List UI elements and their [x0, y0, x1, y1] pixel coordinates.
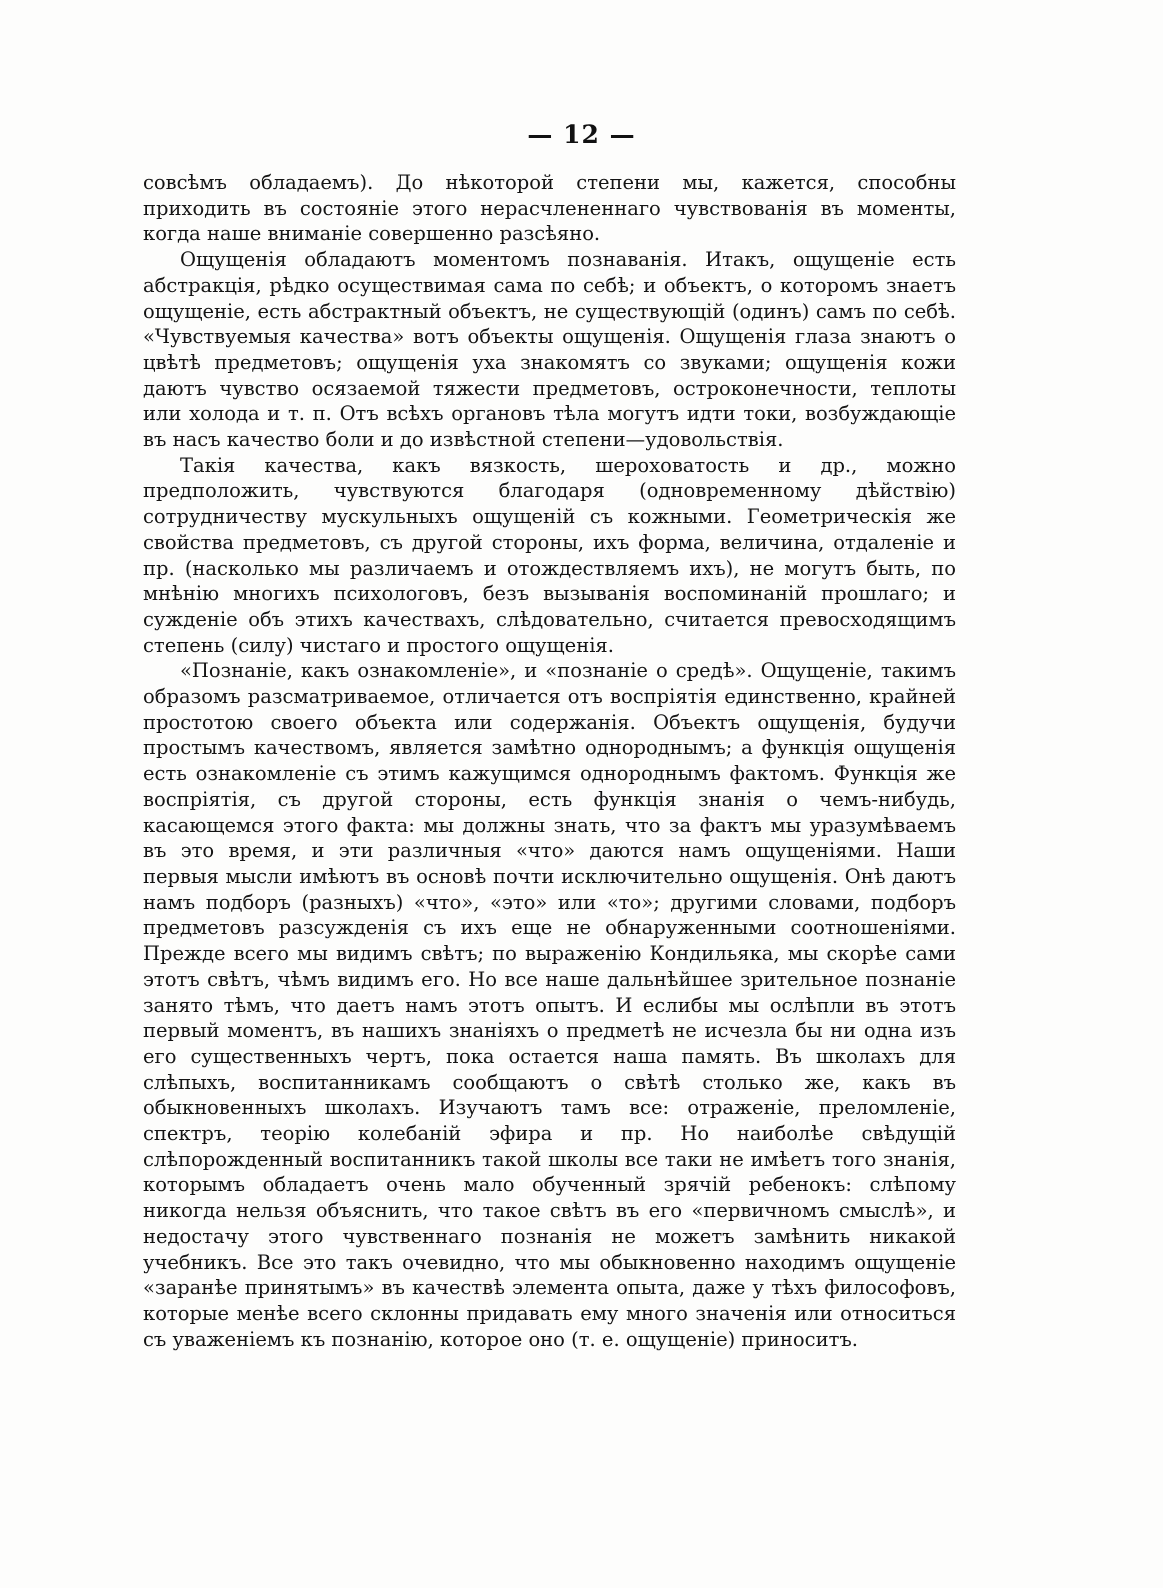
paragraph-acquaintance-knowledge: «Познаніе, какъ ознакомленіе», и «познаніе о средѣ». Ощущеніе, такимъ образомъ разсматриваемое, отличается отъ воспріятія единственно, крайней простотою своего объекта или содержанія. Объектъ ощущенія, будучи простымъ качествомъ, является замѣтно однороднымъ; а функція ощущенія есть ознакомленіе съ этимъ кажущимся однороднымъ фактомъ. Функція же воспріятія, съ другой стороны, есть функція знанія о чемъ-нибудь, касающемся этого факта: мы должны знать, что за фактъ мы уразумѣваемъ въ это время, и эти различныя «что» даются намъ ощущеніями. Наши первыя мысли имѣютъ въ основѣ почти исключительно ощущенія. Онѣ даютъ намъ подборъ (разныхъ) «что», «это» или «то»; другими словами, подборъ предметовъ разсужденія съ ихъ еще не обнаруженными соотношеніями. Прежде всего мы видимъ свѣтъ; по выраженію Кондильяка, мы скорѣе сами этотъ свѣтъ, чѣмъ видимъ его. Но все наше дальнѣйшее зрительное познаніе занято тѣмъ, что даетъ намъ этотъ опытъ. И еслибы мы ослѣпли въ этотъ первый моментъ, въ нашихъ знаніяхъ о предметѣ не исчезла бы ни одна изъ его существенныхъ чертъ, пока остается наша память. Въ школахъ для слѣпыхъ, воспитанникамъ сообщаютъ о свѣтѣ столько же, какъ въ обыкновенныхъ школахъ. Изучаютъ тамъ все: отраженіе, преломленіе, спектръ, теорію колебаній эфира и пр. Но наиболѣе свѣдущій слѣпорожденный воспитанникъ такой школы все таки не имѣетъ того знанія, которымъ обладаетъ очень мало обученный зрячій ребенокъ: слѣпому никогда нельзя объяснить, что такое свѣтъ въ его «первичномъ смыслѣ», и недостачу этого чувственнаго познанія не можетъ замѣнить никакой учебникъ. Все это такъ очевидно, что мы обыкновенно находимъ ощущеніе «заранѣе принятымъ» въ качествѣ элемента опыта, даже у тѣхъ философовъ, которые менѣе всего склонны придавать ему много значенія или относиться съ уваженіемъ къ познанію, которое оно (т. е. ощущеніе) приноситъ. — [143, 659, 956, 1351]
paragraph-continuation: совсѣмъ обладаемъ). До нѣкоторой степени мы, кажется, способны приходить въ состояніе этого нерасчлененнаго чувствованія въ моменты, когда наше вниманіе совершенно разсѣяно. — [143, 171, 956, 246]
page-text — [143, 170, 956, 1352]
paragraph-sensations-knowing: Ощущенія обладаютъ моментомъ познаванія. Итакъ, ощущеніе есть абстракція, рѣдко осуществимая сама по себѣ; и объектъ, о которомъ знаетъ ощущеніе, есть абстрактный объектъ, не существующій (одинъ) самъ по себѣ. «Чувствуемыя качества» вотъ объекты ощущенія. Ощущенія глаза знаютъ о цвѣтѣ предметовъ; ощущенія уха знакомятъ со звуками; ощущенія кожи даютъ чувство осязаемой тяжести предметовъ, остроконечности, теплоты или холода и т. п. Отъ всѣхъ органовъ тѣла могутъ идти токи, возбуждающіе въ насъ качество боли и до извѣстной степени—удовольствія. — [143, 248, 956, 452]
page-number: — 12 — — [527, 120, 636, 149]
paragraph-qualities: Такія качества, какъ вязкость, шероховатость и др., можно предположить, чувствуются благодаря (одновременному дѣйствію) сотрудничеству мускульныхъ ощущеній съ кожными. Геометрическія же свойства предметовъ, съ другой стороны, ихъ форма, величина, отдаленіе и пр. (насколько мы различаемъ и отождествляемъ ихъ), не могутъ быть, по мнѣнію многихъ психологовъ, безъ вызыванія воспоминаній прошлаго; и сужденіе объ этихъ качествахъ, слѣдовательно, считается превосходящимъ степень (силу) чистаго и простого ощущенія. — [143, 453, 956, 657]
